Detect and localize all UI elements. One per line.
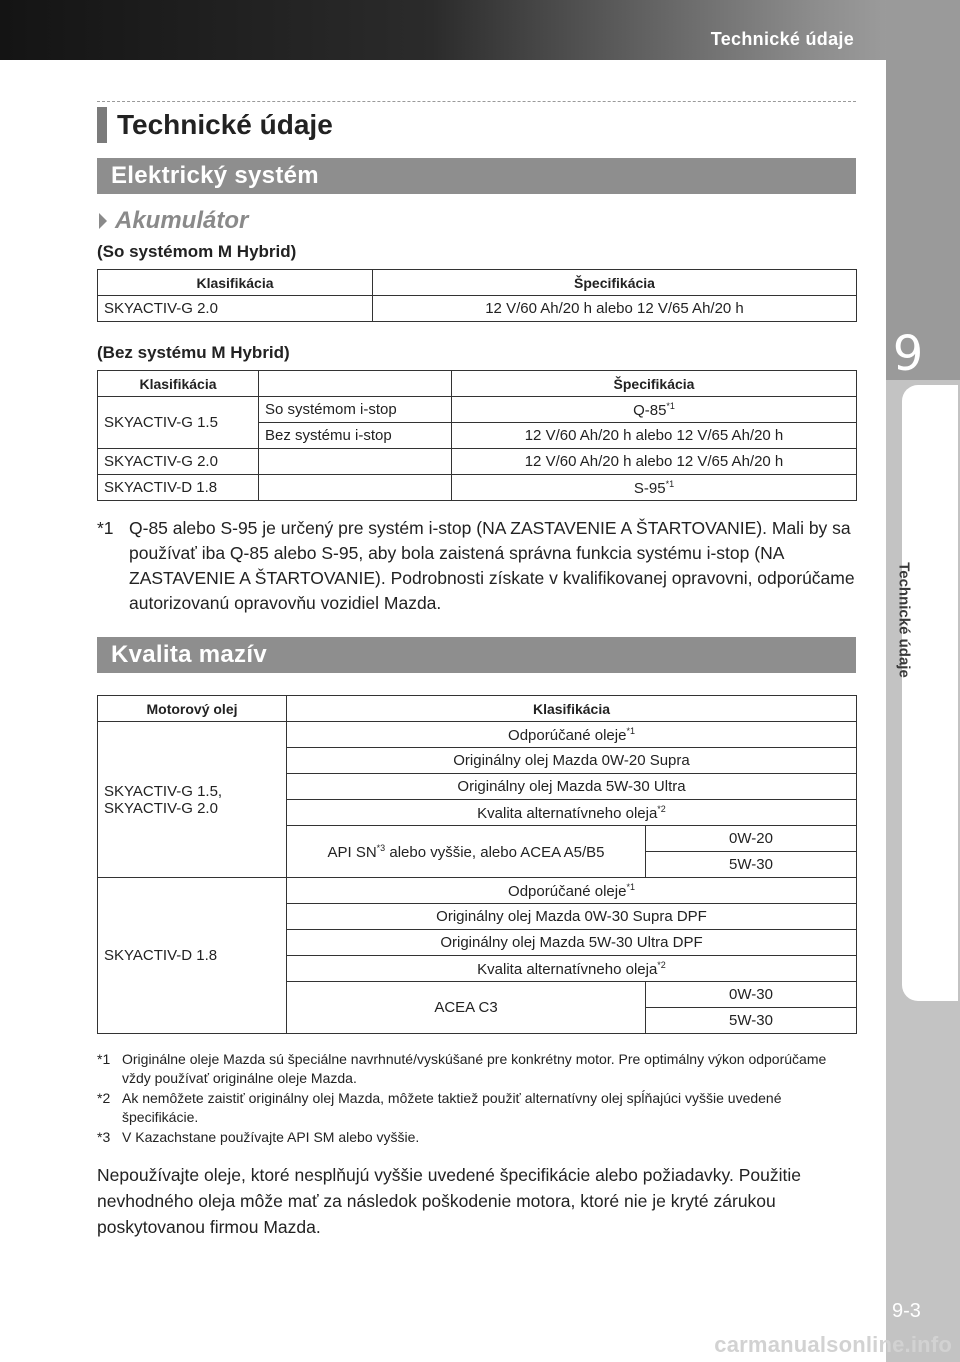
table-row: 5W-30: [98, 852, 857, 878]
battery-nohybrid-table: [97, 370, 857, 501]
section-heading-electrical: Elektrický systém: [97, 158, 856, 194]
table-row: Kvalita alternatívneho oleja$^{*2}$: [98, 956, 857, 982]
table-row: Originálny olej Mazda 0W-20 Supra: [98, 748, 857, 774]
section-heading-lubricants: Kvalita mazív: [97, 637, 856, 673]
oil-footnote-1: *1 Originálne oleje Mazda sú špeciálne navrhnuté/vyskúšané pre konkrétny motor. Pre optimálny výkon odporúčame vždy používať originálne oleje Mazda.: [97, 1051, 827, 1086]
closing-paragraph: Nepoužívajte oleje, ktoré nesplňujú vyššie uvedené špecifikácie alebo požiadavky. Použitie nevhodného oleja môže mať za následok poškodenie motora, ktoré nie je kryté zárukou poskytovanou firmou Mazda.: [97, 1165, 801, 1237]
table-row: Klasifikácia Špecifikácia: [98, 371, 857, 397]
oil-footnote-2: *2 Ak nemôžete zaistiť originálny olej Mazda, môžete taktiež použiť alternatívny olej spĺňajúci vyššie uvedené špecifikácie.: [97, 1090, 782, 1125]
battery-nohybrid-label: (Bez systému M Hybrid): [97, 343, 290, 362]
battery-hybrid-table: [97, 269, 857, 322]
table-row: Klasifikácia Špecifikácia: [98, 270, 857, 296]
table-row: SKYACTIV-D 1.8 S-95$^{*1}$: [98, 475, 857, 501]
table-row: Bez systému i-stop 12 V/60 Ah/20 h alebo 12 V/65 Ah/20 h: [98, 423, 857, 449]
header-title: Technické údaje: [710, 29, 854, 49]
chapter-tab: [902, 385, 958, 1001]
table-row: API SN$^{*3}$ alebo vyššie, alebo ACEA A5/B5 0W-20: [98, 826, 857, 852]
page-number: 9-3: [892, 1300, 921, 1322]
page-title: Technické údaje: [97, 106, 333, 144]
table-row: SKYACTIV-G 2.0 12 V/60 Ah/20 h alebo 12 V/65 Ah/20 h: [98, 449, 857, 475]
title-marker: [97, 107, 107, 143]
table-row: SKYACTIV-G 1.5, SKYACTIV-G 2.0 Odporúčané oleje$^{*1}$: [98, 722, 857, 748]
table-row: SKYACTIV-G 1.5 So systémom i-stop Q-85$^{*1}$: [98, 397, 857, 423]
table-row: Kvalita alternatívneho oleja$^{*2}$: [98, 800, 857, 826]
table-row: Originálny olej Mazda 0W-30 Supra DPF: [98, 904, 857, 930]
table-row: 5W-30: [98, 1008, 857, 1034]
watermark: carmanualsonline.info: [714, 1332, 952, 1357]
subsection-heading-battery: Akumulátor: [99, 207, 248, 235]
chapter-number: 9: [892, 326, 924, 382]
title-divider: [97, 101, 856, 102]
oil-table: [97, 695, 857, 1034]
table-row: Originálny olej Mazda 5W-30 Ultra DPF: [98, 930, 857, 956]
triangle-bullet-icon: [99, 213, 107, 229]
battery-footnote: *1 Q-85 alebo S-95 je určený pre systém i-stop (NA ZASTAVENIE A ŠTARTOVANIE). Mali by sa používať iba Q-85 alebo S-95, aby bola zaistená správna funkcia systému i-stop (NA ZASTAVENIE A ŠTARTOVANIE). Podrobnosti získate v kvalifikovanej opravovni, odporúčame autorizovanú opravovňu vozidiel Mazda.: [97, 518, 855, 613]
table-row: SKYACTIV-D 1.8 Odporúčané oleje$^{*1}$: [98, 878, 857, 904]
table-row: ACEA C3 0W-30: [98, 982, 857, 1008]
table-row: Originálny olej Mazda 5W-30 Ultra: [98, 774, 857, 800]
table-row: SKYACTIV-G 2.0 12 V/60 Ah/20 h alebo 12 V/65 Ah/20 h: [98, 296, 857, 322]
oil-footnote-3: *3 V Kazachstane používajte API SM alebo vyššie.: [97, 1129, 420, 1145]
table-row: Motorový olej Klasifikácia: [98, 696, 857, 722]
battery-hybrid-label: (So systémom M Hybrid): [97, 242, 297, 261]
